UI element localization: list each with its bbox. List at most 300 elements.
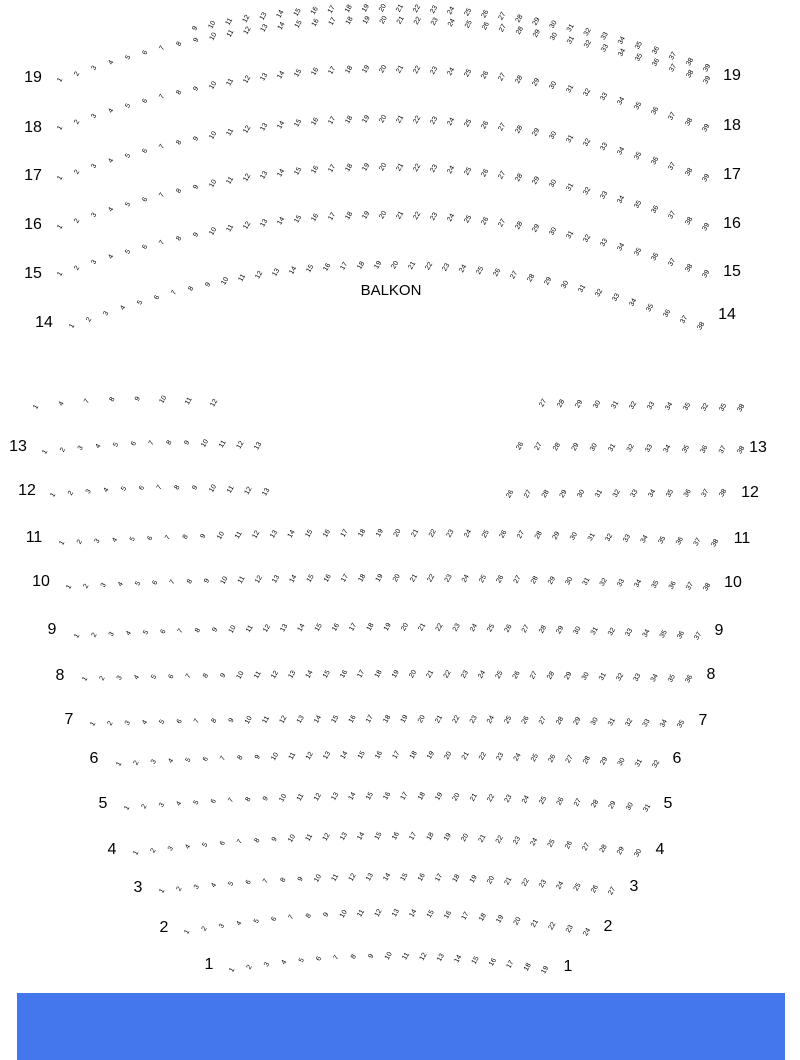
seat[interactable]: 14 [313, 714, 324, 725]
seat[interactable]: 9 [191, 484, 200, 492]
seat[interactable]: 38 [684, 117, 695, 128]
seat[interactable]: 8 [175, 187, 184, 195]
seat[interactable]: 6 [138, 484, 147, 492]
seat[interactable]: 21 [395, 210, 406, 221]
seat[interactable]: 15 [292, 7, 303, 18]
seat[interactable]: 20 [416, 714, 427, 725]
seat[interactable]: 32 [611, 488, 622, 499]
seat[interactable]: 33 [599, 31, 610, 42]
seat[interactable]: 2 [59, 446, 68, 454]
seat[interactable]: 12 [347, 872, 358, 883]
seat[interactable]: 14 [347, 791, 358, 802]
seat[interactable]: 14 [356, 831, 367, 842]
seat[interactable]: 23 [445, 528, 456, 539]
seat[interactable]: 29 [547, 575, 558, 586]
seat[interactable]: 16 [310, 66, 321, 77]
seat[interactable]: 19 [361, 3, 371, 14]
seat[interactable]: 7 [193, 717, 202, 725]
seat[interactable]: 29 [543, 276, 554, 287]
seat[interactable]: 19 [361, 64, 372, 75]
seat[interactable]: 17 [327, 211, 338, 222]
seat[interactable]: 30 [589, 716, 600, 727]
seat[interactable]: 7 [287, 914, 296, 921]
seat[interactable]: 37 [667, 161, 678, 172]
seat[interactable]: 18 [478, 912, 488, 923]
seat[interactable]: 37 [700, 488, 711, 499]
seat[interactable]: 13 [253, 441, 264, 452]
seat[interactable]: 10 [243, 715, 254, 726]
seat[interactable]: 8 [244, 796, 253, 804]
seat[interactable]: 5 [128, 535, 137, 543]
seat[interactable]: 20 [390, 260, 401, 271]
seat[interactable]: 8 [202, 672, 211, 680]
seat[interactable]: 11 [330, 872, 341, 883]
seat[interactable]: 9 [204, 281, 213, 289]
seat[interactable]: 36 [650, 105, 661, 117]
seat[interactable]: 2 [200, 925, 209, 933]
seat[interactable]: 6 [130, 440, 139, 448]
seat[interactable]: 6 [141, 243, 150, 251]
seat[interactable]: 9 [296, 875, 305, 883]
seat[interactable]: 16 [347, 714, 358, 725]
seat[interactable]: 17 [339, 528, 350, 539]
seat[interactable]: 33 [622, 533, 633, 544]
seat[interactable]: 24 [458, 263, 469, 274]
seat[interactable]: 38 [710, 538, 721, 549]
seat[interactable]: 33 [599, 141, 610, 152]
seat[interactable]: 22 [442, 669, 453, 680]
seat[interactable]: 5 [252, 917, 261, 925]
seat[interactable]: 7 [219, 755, 228, 763]
seat[interactable]: 5 [136, 299, 145, 307]
seat[interactable]: 24 [469, 622, 480, 633]
seat[interactable]: 1 [115, 760, 124, 768]
seat[interactable]: 4 [107, 107, 116, 115]
seat[interactable]: 17 [365, 714, 375, 725]
seat[interactable]: 19 [375, 528, 385, 539]
seat[interactable]: 14 [275, 9, 286, 20]
seat[interactable]: 3 [102, 310, 111, 318]
seat[interactable]: 32 [615, 672, 626, 683]
seat[interactable]: 39 [701, 269, 712, 280]
seat[interactable]: 1 [89, 720, 98, 728]
seat[interactable]: 3 [76, 444, 85, 452]
seat[interactable]: 29 [531, 77, 542, 88]
seat[interactable]: 25 [463, 68, 474, 79]
seat[interactable]: 1 [73, 632, 82, 640]
seat[interactable]: 14 [453, 953, 464, 965]
seat[interactable]: 5 [150, 673, 159, 681]
seat[interactable]: 7 [170, 289, 179, 297]
seat[interactable]: 10 [208, 80, 219, 91]
seat[interactable]: 32 [604, 532, 615, 543]
seat[interactable]: 29 [558, 488, 569, 500]
seat[interactable]: 7 [262, 877, 271, 885]
seat[interactable]: 13 [259, 72, 270, 83]
seat[interactable]: 33 [599, 190, 610, 201]
seat[interactable]: 11 [225, 77, 236, 88]
seat[interactable]: 3 [90, 112, 99, 120]
seat[interactable]: 3 [90, 211, 99, 219]
seat[interactable]: 34 [639, 534, 650, 545]
seat[interactable]: 21 [395, 114, 406, 125]
seat[interactable]: 32 [582, 87, 593, 98]
seat[interactable]: 28 [515, 25, 525, 36]
seat[interactable]: 33 [629, 488, 640, 499]
seat[interactable]: 16 [374, 750, 385, 761]
seat[interactable]: 6 [175, 718, 184, 726]
seat[interactable]: 14 [276, 69, 287, 81]
seat[interactable]: 12 [254, 574, 264, 585]
seat[interactable]: 24 [521, 794, 531, 805]
seat[interactable]: 12 [321, 832, 332, 843]
seat[interactable]: 5 [124, 102, 133, 110]
seat[interactable]: 19 [361, 15, 372, 26]
seat[interactable]: 3 [166, 845, 175, 853]
seat[interactable]: 21 [477, 833, 488, 844]
seat[interactable]: 19 [399, 714, 410, 725]
seat[interactable]: 16 [443, 909, 454, 921]
seat[interactable]: 6 [167, 673, 176, 681]
seat[interactable]: 17 [327, 115, 338, 126]
seat[interactable]: 20 [451, 791, 462, 803]
seat[interactable]: 12 [313, 791, 323, 803]
seat[interactable]: 32 [583, 38, 594, 50]
seat[interactable]: 35 [665, 488, 676, 499]
seat[interactable]: 19 [540, 965, 551, 976]
seat[interactable]: 21 [409, 573, 420, 584]
seat[interactable]: 24 [446, 116, 457, 127]
seat[interactable]: 18 [425, 831, 436, 842]
seat[interactable]: 14 [276, 21, 287, 32]
seat[interactable]: 24 [446, 212, 457, 223]
seat[interactable]: 34 [616, 194, 627, 205]
seat[interactable]: 35 [650, 579, 661, 590]
seat[interactable]: 30 [548, 178, 559, 189]
seat[interactable]: 32 [582, 26, 593, 38]
seat[interactable]: 11 [184, 396, 194, 407]
seat[interactable]: 20 [378, 210, 389, 221]
seat[interactable]: 28 [598, 843, 609, 854]
seat[interactable]: 22 [451, 714, 462, 725]
seat[interactable]: 27 [498, 23, 508, 34]
seat[interactable]: 32 [628, 400, 639, 411]
seat[interactable]: 26 [520, 715, 531, 726]
seat[interactable]: 17 [505, 959, 516, 970]
seat[interactable]: 4 [102, 486, 111, 494]
seat[interactable]: 9 [192, 135, 201, 143]
seat[interactable]: 25 [463, 118, 474, 129]
seat[interactable]: 30 [549, 31, 560, 42]
seat[interactable]: 10 [208, 178, 219, 189]
seat[interactable]: 10 [200, 438, 211, 449]
seat[interactable]: 6 [218, 840, 227, 847]
seat[interactable]: 21 [410, 528, 421, 539]
seat[interactable]: 9 [261, 795, 271, 803]
seat[interactable]: 5 [112, 441, 121, 449]
seat[interactable]: 9 [133, 395, 143, 403]
seat[interactable]: 9 [367, 952, 376, 960]
seat[interactable]: 30 [616, 756, 627, 768]
seat[interactable]: 20 [408, 669, 419, 680]
seat[interactable]: 35 [681, 444, 692, 455]
seat[interactable]: 21 [434, 714, 445, 725]
seat[interactable]: 9 [192, 231, 201, 239]
seat[interactable]: 6 [159, 628, 168, 636]
seat[interactable]: 24 [512, 752, 523, 763]
seat[interactable]: 11 [244, 624, 255, 634]
seat[interactable]: 15 [304, 528, 315, 539]
seat[interactable]: 19 [468, 874, 479, 885]
seat[interactable]: 25 [475, 265, 486, 276]
seat[interactable]: 22 [427, 528, 438, 539]
seat[interactable]: 7 [158, 191, 167, 199]
seat[interactable]: 10 [219, 575, 230, 586]
seat[interactable]: 19 [361, 162, 372, 173]
seat[interactable]: 35 [634, 40, 644, 51]
seat[interactable]: 11 [295, 792, 306, 803]
seat[interactable]: 16 [382, 791, 393, 802]
seat[interactable]: 23 [429, 65, 440, 76]
seat[interactable]: 32 [624, 717, 635, 728]
seat[interactable]: 34 [641, 628, 652, 639]
seat[interactable]: 8 [175, 40, 184, 48]
seat[interactable]: 7 [164, 534, 173, 542]
seat[interactable]: 10 [383, 951, 394, 962]
seat[interactable]: 9 [227, 717, 236, 725]
seat[interactable]: 4 [133, 674, 142, 682]
seat[interactable]: 38 [684, 263, 695, 274]
seat[interactable]: 15 [470, 955, 481, 966]
seat[interactable]: 5 [124, 248, 133, 256]
seat[interactable]: 38 [696, 321, 707, 332]
seat[interactable]: 12 [254, 270, 265, 281]
seat[interactable]: 16 [310, 116, 321, 127]
seat[interactable]: 23 [429, 211, 440, 222]
seat[interactable]: 22 [412, 210, 423, 221]
seat[interactable]: 2 [140, 803, 149, 811]
seat[interactable]: 22 [412, 15, 423, 26]
seat[interactable]: 35 [633, 246, 644, 258]
seat[interactable]: 1 [41, 448, 50, 456]
seat[interactable]: 6 [315, 955, 324, 963]
seat[interactable]: 31 [565, 23, 576, 34]
seat[interactable]: 14 [408, 908, 419, 919]
seat[interactable]: 15 [313, 622, 324, 633]
seat[interactable]: 18 [408, 750, 419, 761]
seat[interactable]: 16 [310, 17, 321, 28]
seat[interactable]: 16 [310, 164, 321, 175]
seat[interactable]: 33 [632, 672, 643, 683]
seat[interactable]: 12 [262, 623, 273, 634]
seat[interactable]: 32 [598, 577, 609, 588]
seat[interactable]: 25 [463, 7, 474, 18]
seat[interactable]: 24 [446, 66, 457, 77]
seat[interactable]: 9 [192, 85, 201, 93]
seat[interactable]: 30 [560, 279, 571, 290]
seat[interactable]: 7 [158, 239, 167, 247]
seat[interactable]: 23 [429, 4, 440, 15]
seat[interactable]: 12 [418, 951, 429, 962]
seat[interactable]: 22 [494, 834, 505, 845]
seat[interactable]: 22 [478, 751, 489, 762]
seat[interactable]: 6 [141, 147, 150, 155]
seat[interactable]: 35 [633, 150, 644, 162]
seat[interactable]: 16 [416, 872, 427, 883]
seat[interactable]: 13 [261, 487, 272, 498]
seat[interactable]: 3 [149, 758, 158, 766]
seat[interactable]: 28 [514, 220, 525, 231]
seat[interactable]: 26 [498, 529, 509, 540]
seat[interactable]: 4 [57, 400, 66, 408]
seat[interactable]: 15 [425, 908, 436, 920]
seat[interactable]: 2 [75, 538, 84, 546]
seat[interactable]: 21 [425, 669, 436, 680]
seat[interactable]: 2 [73, 264, 82, 272]
seat[interactable]: 14 [276, 168, 287, 179]
seat[interactable]: 12 [242, 172, 253, 183]
seat[interactable]: 10 [278, 792, 289, 804]
seat[interactable]: 31 [586, 531, 597, 543]
seat[interactable]: 11 [225, 175, 236, 186]
seat[interactable]: 25 [478, 573, 489, 585]
seat[interactable]: 31 [610, 399, 621, 411]
seat[interactable]: 3 [157, 801, 167, 809]
seat[interactable]: 3 [90, 64, 99, 72]
seat[interactable]: 12 [304, 750, 315, 762]
seat[interactable]: 23 [538, 878, 549, 889]
seat[interactable]: 27 [512, 574, 523, 585]
seat[interactable]: 27 [516, 529, 527, 540]
seat[interactable]: 5 [227, 880, 236, 888]
seat[interactable]: 27 [497, 218, 508, 229]
seat[interactable]: 29 [570, 442, 581, 453]
seat[interactable]: 28 [514, 172, 525, 183]
seat[interactable]: 38 [685, 68, 696, 80]
seat[interactable]: 37 [667, 257, 678, 268]
seat[interactable]: 29 [574, 398, 585, 410]
seat[interactable]: 4 [111, 536, 120, 544]
seat[interactable]: 10 [338, 908, 349, 920]
seat[interactable]: 4 [107, 157, 116, 165]
seat[interactable]: 23 [451, 622, 462, 633]
seat[interactable]: 13 [391, 908, 401, 919]
seat[interactable]: 11 [224, 16, 235, 27]
seat[interactable]: 25 [494, 669, 505, 680]
seat[interactable]: 37 [685, 581, 696, 592]
seat[interactable]: 38 [684, 215, 695, 227]
seat[interactable]: 28 [529, 574, 540, 586]
seat[interactable]: 34 [617, 47, 628, 58]
seat[interactable]: 37 [667, 111, 678, 122]
seat[interactable]: 39 [701, 222, 712, 233]
seat[interactable]: 1 [183, 928, 192, 936]
seat[interactable]: 36 [684, 674, 695, 685]
seat[interactable]: 30 [592, 399, 603, 410]
seat[interactable]: 18 [357, 528, 368, 539]
seat[interactable]: 28 [590, 798, 601, 809]
seat[interactable]: 6 [151, 579, 160, 587]
seat[interactable]: 1 [56, 270, 65, 278]
seat[interactable]: 9 [183, 439, 192, 447]
seat[interactable]: 11 [261, 715, 272, 725]
seat[interactable]: 26 [590, 883, 600, 895]
seat[interactable]: 37 [692, 536, 703, 548]
seat[interactable]: 12 [242, 220, 253, 231]
seat[interactable]: 15 [399, 872, 410, 883]
seat[interactable]: 13 [279, 623, 290, 634]
seat[interactable]: 27 [520, 623, 531, 635]
seat[interactable]: 19 [361, 114, 372, 125]
seat[interactable]: 37 [679, 314, 690, 325]
seat[interactable]: 20 [392, 528, 403, 539]
seat[interactable]: 18 [344, 15, 355, 26]
seat[interactable]: 26 [505, 489, 516, 500]
seat[interactable]: 28 [514, 74, 525, 85]
seat[interactable]: 17 [340, 573, 351, 584]
seat[interactable]: 1 [65, 583, 74, 591]
seat[interactable]: 12 [278, 714, 289, 725]
seat[interactable]: 4 [125, 630, 134, 637]
seat[interactable]: 25 [546, 838, 557, 849]
seat[interactable]: 22 [434, 622, 445, 633]
seat[interactable]: 24 [460, 573, 471, 584]
seat[interactable]: 18 [356, 260, 367, 271]
seat[interactable]: 24 [582, 927, 593, 938]
seat[interactable]: 12 [373, 908, 384, 919]
seat[interactable]: 30 [572, 625, 583, 636]
seat[interactable]: 30 [633, 848, 644, 859]
seat[interactable]: 25 [463, 166, 474, 177]
seat[interactable]: 36 [667, 580, 678, 591]
seat[interactable]: 30 [548, 130, 559, 141]
seat[interactable]: 34 [659, 718, 669, 729]
seat[interactable]: 25 [538, 795, 549, 806]
seat[interactable]: 23 [441, 262, 452, 273]
seat[interactable]: 9 [203, 577, 212, 585]
seat[interactable]: 7 [184, 672, 193, 680]
seat[interactable]: 12 [251, 529, 262, 540]
seat[interactable]: 34 [628, 297, 639, 308]
seat[interactable]: 7 [158, 93, 167, 101]
seat[interactable]: 22 [547, 921, 558, 932]
seat[interactable]: 18 [365, 622, 376, 633]
seat[interactable]: 11 [233, 530, 244, 541]
seat[interactable]: 21 [530, 918, 541, 929]
seat[interactable]: 32 [582, 137, 593, 148]
seat[interactable]: 26 [480, 119, 491, 131]
seat[interactable]: 15 [373, 831, 384, 842]
seat[interactable]: 30 [548, 19, 559, 30]
seat[interactable]: 14 [382, 872, 393, 883]
seat[interactable]: 30 [580, 671, 591, 682]
seat[interactable]: 13 [339, 831, 349, 842]
seat[interactable]: 8 [194, 627, 203, 635]
seat[interactable]: 17 [434, 872, 445, 883]
seat[interactable]: 35 [667, 673, 677, 684]
seat[interactable]: 20 [378, 114, 389, 125]
seat[interactable]: 27 [497, 170, 508, 181]
seat[interactable]: 3 [99, 581, 108, 589]
seat[interactable]: 29 [532, 28, 542, 39]
seat[interactable]: 27 [533, 441, 544, 452]
seat[interactable]: 36 [651, 45, 662, 56]
seat[interactable]: 22 [412, 114, 423, 125]
seat[interactable]: 11 [225, 127, 236, 138]
seat[interactable]: 29 [616, 845, 626, 856]
seat[interactable]: 8 [236, 754, 245, 762]
seat[interactable]: 9 [192, 183, 201, 191]
